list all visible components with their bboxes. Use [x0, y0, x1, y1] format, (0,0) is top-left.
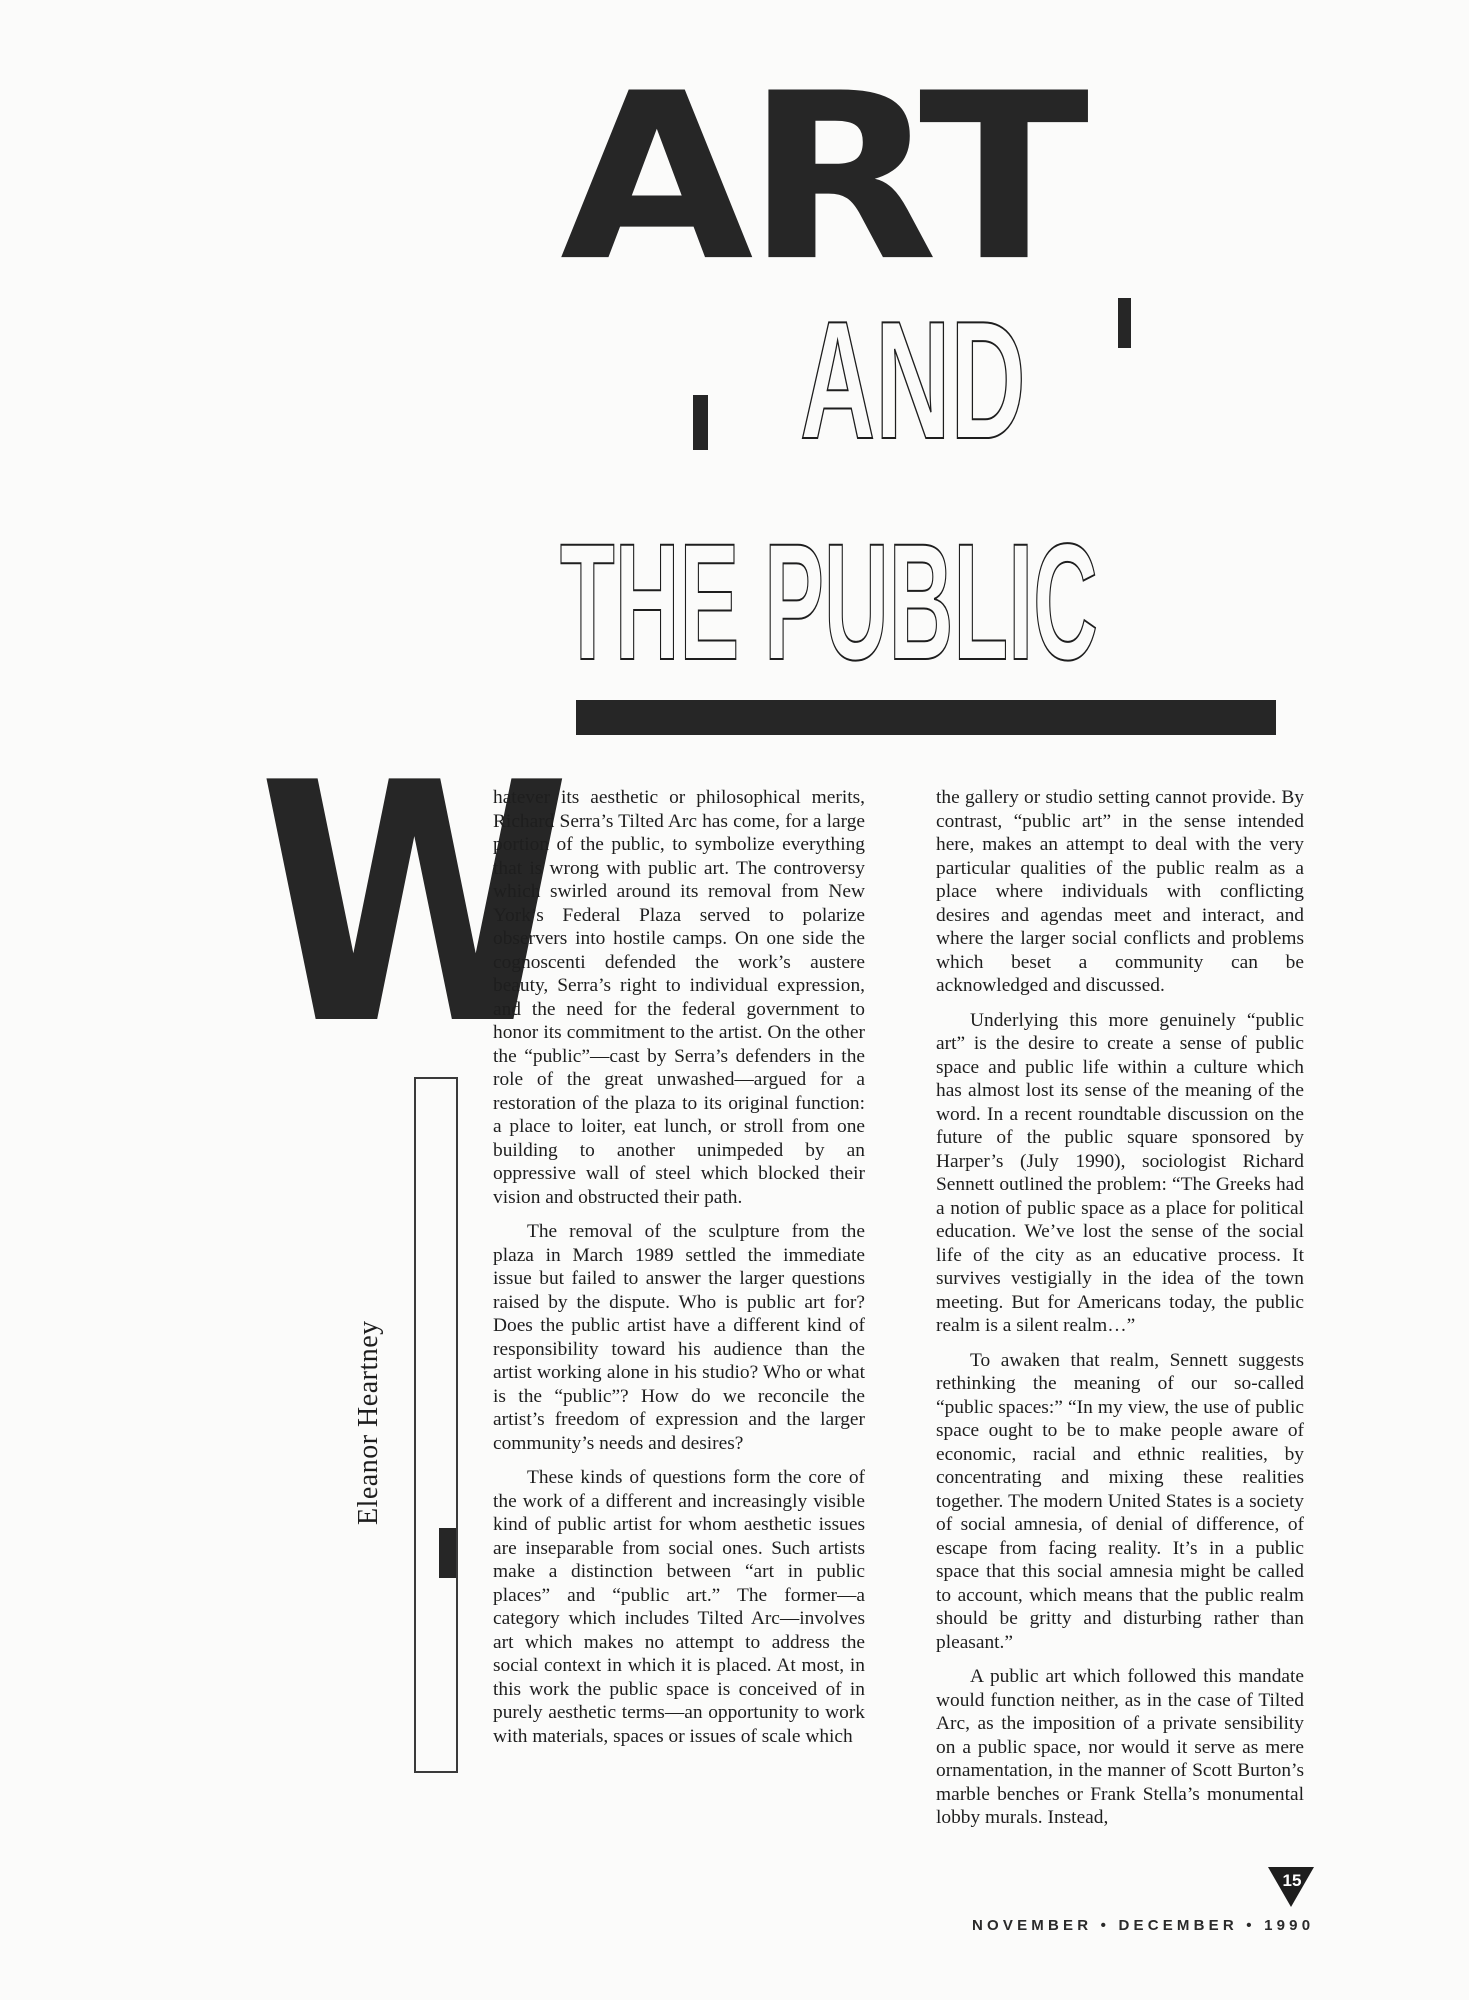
article-column-1	[493, 786, 865, 1759]
paragraph: hatever its aesthetic or philosophical merits, Richard Serra’s Tilted Arc has come, for a large portion of the public, to symbolize everything that is wrong with public art. The controversy which swirled around its removal from New York’s Federal Plaza served to polarize observers into hostile camps. On one side the cognoscenti defended the work’s austere beauty, Serra’s right to individual expression, and the need for the federal government to honor its commitment to the artist. On the other the “public”—cast by Serra’s defenders in the role of the great unwashed—argued for a restoration of the plaza to its original function: a place to loiter, eat lunch, or stroll from one building to another unimpeded by an oppressive wall of steel which blocked their vision and obstructed their path.	[493, 787, 865, 1208]
author-frame-marker	[439, 1528, 456, 1578]
title-the-public: THE PUBLIC	[560, 510, 1098, 695]
article-column-2	[936, 786, 1304, 1841]
drop-cap: W	[258, 713, 572, 1097]
page-number: 15	[1282, 1871, 1302, 1890]
triangle-icon	[1268, 1867, 1314, 1907]
page-number-badge	[1268, 1867, 1314, 1907]
paragraph: the gallery or studio setting cannot provide. By contrast, “public art” in the sense intended here, makes an attempt to deal with the very particular qualities of the public realm as a place where individuals with conflicting desires and agendas meet and interact, and where the larger social conflicts and problems which beset a community can be acknowledged and discussed.	[936, 787, 1304, 996]
paragraph: Underlying this more genuinely “public art” is the desire to create a sense of public space and public life within a culture which has almost lost its sense of the meaning of the word. In a recent roundtable discussion on the future of the public square sponsored by Harper’s (July 1990), sociologist Richard Sennett outlined the problem: “The Greeks had a notion of public space as a place for political education. We’ve lost the sense of the social life of the city as an educative process. It survives vestigially in the idea of the town meeting. But for Americans today, the public realm is a silent realm…”	[936, 1009, 1304, 1336]
title-tick-right	[1118, 298, 1131, 348]
title-and: AND	[800, 286, 1026, 474]
author-byline: Eleanor Heartney	[353, 1320, 384, 1525]
title-tick-left	[693, 395, 708, 450]
paragraph: These kinds of questions form the core of the work of a different and increasingly visible kind of public artist for whom aesthetic issues are inseparable from social ones. Such artists make a distinction between “art in public places” and “public art.” The former—a category which includes Tilted Arc—involves art which makes no attempt to address the social context in which it is placed. At most, in this work the public space is conceived of in purely aesthetic terms—an opportunity to work with materials, spaces or issues of scale which	[493, 1467, 865, 1747]
paragraph: The removal of the sculpture from the plaza in March 1989 settled the immediate issue but failed to answer the larger questions raised by the dispute. Who is public art for? Does the public artist have a different kind of responsibility toward his audience than the artist working alone in his studio? Who or what is the “public”? How do we reconcile the artist’s freedom of expression and the larger community’s needs and desires?	[493, 1221, 865, 1454]
paragraph: A public art which followed this mandate would function neither, as in the case of Tilted Arc, as the imposition of a private sensibility on a public space, nor would it serve as mere ornamentation, in the manner of Scott Burton’s marble benches or Frank Stella’s monumental lobby murals. Instead,	[936, 1666, 1304, 1828]
issue-date-footer: NOVEMBER • DECEMBER • 1990	[972, 1917, 1315, 1934]
title-art: ART	[560, 43, 1082, 312]
title-underline-bar	[576, 700, 1276, 735]
author-frame	[414, 1077, 458, 1773]
paragraph: To awaken that realm, Sennett suggests rethinking the meaning of our so-called “public spaces:” “In my view, the use of public space ought to be to make people aware of economic, racial and ethnic realities, by concentrating and mixing these realities together. The modern United States is a society of social amnesia, of denial of difference, of escape from facing reality. It’s in a public space that this social amnesia might be called to account, which means that the public realm should be gritty and disturbing rather than pleasant.”	[936, 1349, 1304, 1653]
